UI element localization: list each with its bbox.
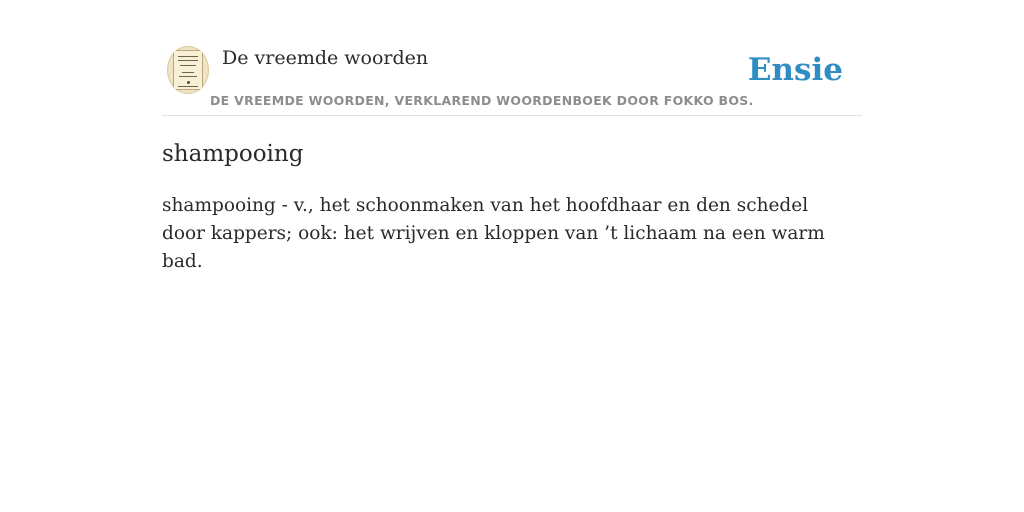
cover-line: [182, 72, 194, 73]
book-cover-image: [173, 50, 203, 90]
cover-line: [178, 56, 198, 57]
entry-definition: shampooing - v., het schoonmaken van het hoofdhaar en den schedel door kappers; ook: het wrijven en kloppen van ’t lichaam na een warm bad.: [162, 195, 825, 272]
source-title-link[interactable]: De vreemde woorden: [222, 47, 429, 69]
source-subtitle: DE VREEMDE WOORDEN, VERKLAREND WOORDENBOEK DOOR FOKKO BOS.: [210, 93, 754, 108]
cover-line: [178, 86, 198, 87]
book-cover-icon[interactable]: [167, 46, 209, 94]
entry-word-heading: shampooing: [162, 141, 304, 167]
source-header: [162, 0, 862, 116]
cover-line: [180, 65, 196, 66]
cover-line: [178, 60, 198, 61]
cover-emblem: [187, 81, 190, 84]
ensie-logo-link[interactable]: Ensie: [747, 52, 843, 88]
page-container: [162, 0, 862, 512]
cover-line: [179, 76, 197, 77]
